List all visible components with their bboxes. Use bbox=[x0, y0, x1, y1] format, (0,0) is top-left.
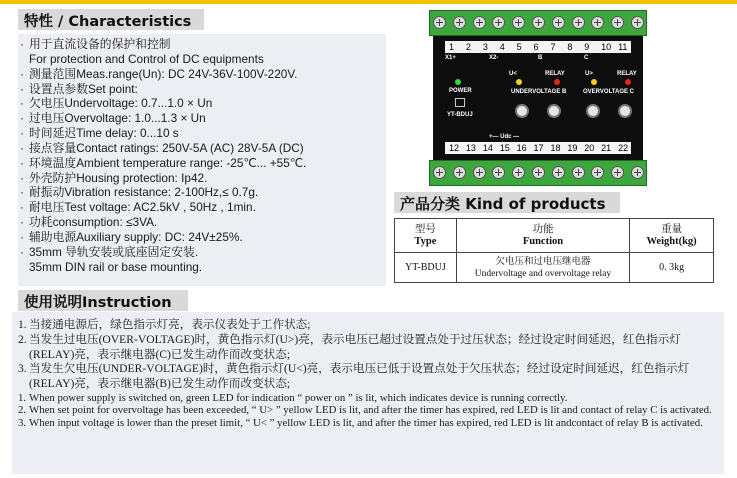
undervoltage-knob-icon bbox=[515, 104, 529, 118]
instruction-item bbox=[18, 404, 722, 417]
type-cell: YT-BDUJ bbox=[395, 253, 457, 283]
terminal-screw-icon bbox=[591, 16, 604, 29]
instruction-text: When input voltage is lower than the preset limit, “ U< ” yellow LED is lit, and after the timer has expired, red LED is lit andcontact of relay B is activated. bbox=[29, 416, 703, 429]
instruction-list bbox=[18, 318, 722, 429]
terminal-number: 12 bbox=[449, 143, 460, 153]
terminal-number: 8 bbox=[567, 42, 573, 52]
terminal-number: 20 bbox=[584, 143, 595, 153]
instruction-number: 2. bbox=[18, 404, 27, 417]
characteristic-item: For protection and Control of DC equipments bbox=[29, 51, 264, 66]
terminal-number: 18 bbox=[550, 143, 561, 153]
top-terminal-row bbox=[429, 10, 647, 36]
instruction-number: 3. bbox=[18, 416, 27, 429]
characteristic-item: · 耐振动Vibration resistance: 2-100Hz,≤ 0.7g. bbox=[20, 185, 386, 200]
instruction-heading: 使用说明Instruction bbox=[18, 290, 188, 311]
terminal-number: 9 bbox=[584, 42, 590, 52]
instruction-item bbox=[18, 417, 722, 430]
terminal-screw-icon bbox=[572, 166, 585, 179]
characteristic-item: · 设置点参数Set point: bbox=[20, 82, 386, 97]
terminal-screw-icon bbox=[512, 16, 525, 29]
bottom-terminal-labels bbox=[445, 142, 631, 154]
undervoltage-label: UNDERVOLTAGE B bbox=[511, 89, 567, 95]
instruction-item bbox=[18, 333, 722, 363]
terminal-screw-icon bbox=[473, 16, 486, 29]
terminal-number: 16 bbox=[516, 143, 527, 153]
power-label: POWER bbox=[449, 88, 472, 94]
instruction-item bbox=[18, 362, 722, 392]
terminal-screw-icon bbox=[532, 16, 545, 29]
overvoltage-yellow-led bbox=[591, 79, 597, 85]
terminal-screw-icon bbox=[552, 166, 565, 179]
terminal-screw-icon bbox=[453, 16, 466, 29]
undervoltage-yellow-led bbox=[516, 79, 522, 85]
instruction-text: 当发生过电压(OVER-VOLTAGE)时，黄色指示灯(U>)亮，表示电压已超过设置点处于过压状态；经过设定时间延迟，红色指示灯(RELAY)亮，表示继电器(C)已发生动作而改变状态; bbox=[29, 332, 681, 361]
terminal-number: 15 bbox=[499, 143, 510, 153]
instruction-number: 1. bbox=[18, 318, 27, 331]
function-header: 功能 Function bbox=[456, 219, 629, 253]
instruction-text: 当发生欠电压(UNDER-VOLTAGE)时，黄色指示灯(U<)亮，表示电压已低于设置点处于欠压状态；经过设定时间延迟，红色指示灯(RELAY)亮，表示继电器(B)已发生动作而改变状态; bbox=[29, 362, 690, 391]
terminal-number: 7 bbox=[550, 42, 556, 52]
bottom-terminal-row bbox=[429, 160, 647, 186]
terminal-number: 4 bbox=[499, 42, 505, 52]
terminal-screw-icon bbox=[631, 166, 644, 179]
characteristic-item: · 欠电压Undervoltage: 0.7...1.0 × Un bbox=[20, 96, 386, 111]
terminal-number: 1 bbox=[449, 42, 455, 52]
characteristic-item: · 辅助电源Auxiliary supply: DC: 24V±25%. bbox=[20, 230, 386, 245]
weight-cell: 0. 3kg bbox=[630, 253, 714, 283]
terminal-number: 21 bbox=[601, 143, 612, 153]
terminal-number: 13 bbox=[465, 143, 476, 153]
characteristic-item: · 外壳防护Housing protection: Ip42. bbox=[20, 171, 386, 186]
characteristics-list bbox=[20, 37, 386, 275]
relay-c-label: RELAY bbox=[617, 71, 637, 77]
instruction-number: 1. bbox=[18, 391, 27, 404]
terminal-screw-icon bbox=[572, 16, 585, 29]
weight-header: 重量 Weight(kg) bbox=[630, 219, 714, 253]
terminal-number: 3 bbox=[482, 42, 488, 52]
terminal-number: 6 bbox=[533, 42, 539, 52]
terminal-number: 5 bbox=[516, 42, 522, 52]
instruction-number: 2. bbox=[18, 332, 27, 346]
c-label: C bbox=[584, 55, 589, 61]
udc-label: +— Udc — bbox=[489, 134, 520, 140]
terminal-screw-icon bbox=[552, 16, 565, 29]
overvoltage-knob-icon bbox=[586, 104, 600, 118]
terminal-number: 11 bbox=[618, 42, 628, 52]
terminal-number: 14 bbox=[482, 143, 493, 153]
terminal-screw-icon bbox=[433, 166, 446, 179]
characteristic-item: · 耐电压Test voltage: AC2.5kV , 50Hz , 1min. bbox=[20, 200, 386, 215]
relay-b-red-led bbox=[554, 79, 560, 85]
instruction-text: When power supply is switched on, green LED for indication “ power on ” is lit, which indicates device is running correctly. bbox=[29, 391, 568, 404]
terminal-screw-icon bbox=[473, 166, 486, 179]
characteristic-item: · 环境温度Ambient temperature range: -25℃... +55℃. bbox=[20, 156, 386, 171]
power-led bbox=[455, 79, 461, 85]
characteristic-item: · 测量范围Meas.range(Un): DC 24V-36V-100V-220V. bbox=[20, 67, 386, 82]
terminal-screw-icon bbox=[532, 166, 545, 179]
instruction-item bbox=[18, 318, 722, 333]
characteristic-item: · 接点容量Contact ratings: 250V-5A (AC) 28V-5A (DC) bbox=[20, 141, 386, 156]
characteristic-item: · 时间延迟Time delay: 0...10 s bbox=[20, 126, 386, 141]
instruction-text: When set point for overvoltage has been exceeded, “ U> ” yellow LED is lit, and after the timer has expired, red LED is lit and contact of relay C is activated. bbox=[29, 404, 712, 417]
u-lt-label: U< bbox=[509, 71, 517, 77]
device-body bbox=[433, 36, 643, 160]
characteristic-item: · 35mm 导轨安装或底座固定安装. bbox=[20, 245, 386, 260]
terminal-number: 22 bbox=[618, 143, 629, 153]
top-accent-strip bbox=[0, 0, 737, 4]
terminal-screw-icon bbox=[611, 166, 624, 179]
terminal-number: 10 bbox=[601, 42, 612, 52]
table-header-row bbox=[395, 219, 714, 253]
terminal-number: 17 bbox=[533, 143, 544, 153]
terminal-number: 2 bbox=[465, 42, 471, 52]
products-heading: 产品分类 Kind of products bbox=[394, 192, 620, 213]
relay-b-label: RELAY bbox=[545, 71, 565, 77]
characteristic-item: 35mm DIN rail or base mounting. bbox=[29, 259, 203, 274]
function-cell: 欠电压和过电压继电器 Undervoltage and overvoltage relay bbox=[456, 253, 629, 283]
relay-c-red-led bbox=[625, 79, 631, 85]
characteristic-item: · 功耗consumption: ≤3VA. bbox=[20, 215, 386, 230]
terminal-screw-icon bbox=[591, 166, 604, 179]
terminal-screw-icon bbox=[611, 16, 624, 29]
terminal-number: 19 bbox=[567, 143, 578, 153]
products-table bbox=[394, 218, 714, 283]
characteristic-item: · 过电压Overvoltage: 1.0...1.3 × Un bbox=[20, 111, 386, 126]
terminal-screw-icon bbox=[492, 166, 505, 179]
model-label: YT-BDUJ bbox=[447, 112, 473, 118]
type-header: 型号 Type bbox=[395, 219, 457, 253]
table-row bbox=[395, 253, 714, 283]
instruction-number: 3. bbox=[18, 362, 27, 376]
terminal-screw-icon bbox=[433, 16, 446, 29]
terminal-screw-icon bbox=[631, 16, 644, 29]
terminal-screw-icon bbox=[512, 166, 525, 179]
relay-device-image bbox=[429, 10, 647, 186]
instruction-text: 当接通电源后，绿色指示灯亮，表示仪表处于工作状态; bbox=[29, 318, 311, 331]
terminal-screw-icon bbox=[453, 166, 466, 179]
overvoltage-label: OVERVOLTAGE C bbox=[583, 89, 635, 95]
undervoltage-delay-knob-icon bbox=[547, 104, 561, 118]
x2-label: X2- bbox=[489, 55, 499, 61]
overvoltage-delay-knob-icon bbox=[618, 104, 632, 118]
characteristic-item: · 用于直流设备的保护和控制 bbox=[20, 37, 386, 52]
top-terminal-labels bbox=[445, 41, 631, 53]
x1-label: X1+ bbox=[445, 55, 456, 61]
device-logo-icon bbox=[455, 98, 465, 107]
b-label: B bbox=[538, 55, 543, 61]
u-gt-label: U> bbox=[585, 71, 593, 77]
terminal-screw-icon bbox=[492, 16, 505, 29]
instruction-item bbox=[18, 392, 722, 405]
characteristics-heading: 特性 / Characteristics bbox=[18, 9, 204, 30]
